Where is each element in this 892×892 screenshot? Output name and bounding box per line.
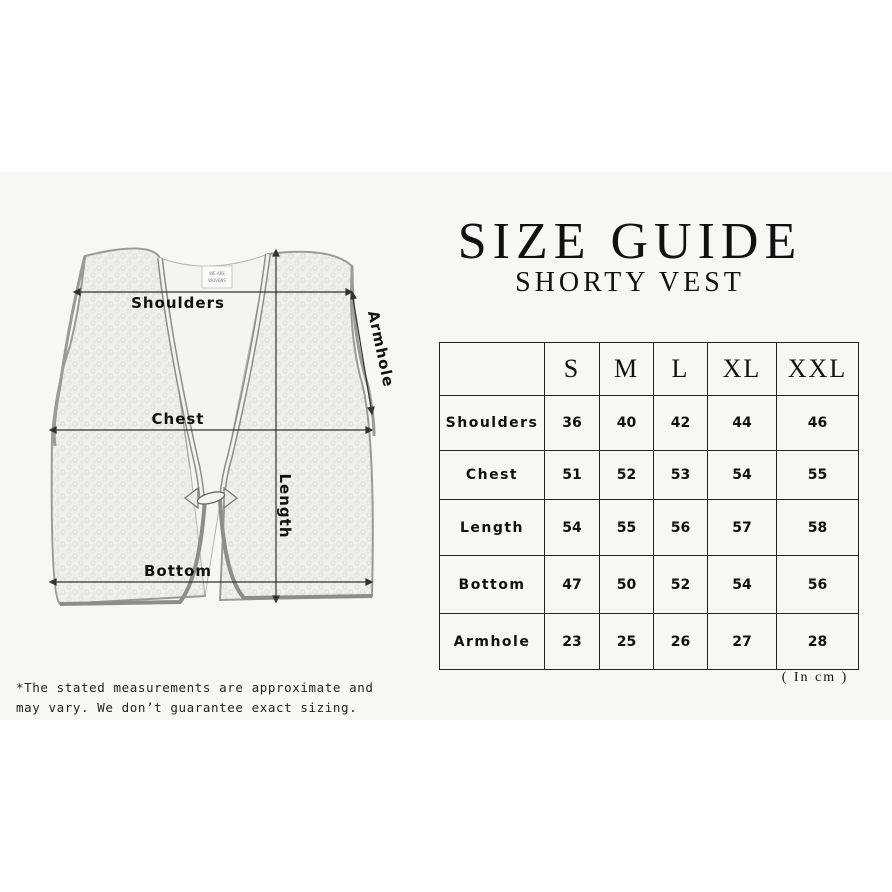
size-header-s: S [545, 343, 600, 396]
row-label-chest: Chest [440, 451, 545, 500]
size-header-l: L [654, 343, 708, 396]
cell-value: 25 [600, 614, 654, 670]
vest-illustration [30, 236, 410, 626]
size-header-m: M [600, 343, 654, 396]
row-label-bottom: Bottom [440, 556, 545, 614]
cell-value: 23 [545, 614, 600, 670]
chest-label: Chest [151, 410, 205, 428]
cell-value: 47 [545, 556, 600, 614]
cell-value: 52 [654, 556, 708, 614]
vest-tag-line1: WE ARE [209, 271, 225, 276]
disclaimer-line-2: may vary. We don’t guarantee exact sizing. [16, 700, 358, 715]
cell-value: 57 [708, 500, 777, 556]
cell-value: 58 [777, 500, 859, 556]
cell-value: 53 [654, 451, 708, 500]
table-row [440, 614, 859, 670]
cell-value: 40 [600, 396, 654, 451]
table-row [440, 451, 859, 500]
row-label-shoulders: Shoulders [440, 396, 545, 451]
table-row [440, 396, 859, 451]
vest-tag [202, 266, 232, 288]
cell-value: 56 [654, 500, 708, 556]
row-label-armhole: Armhole [440, 614, 545, 670]
disclaimer-line-1: *The stated measurements are approximate and [16, 680, 374, 695]
cell-value: 55 [600, 500, 654, 556]
cell-value: 28 [777, 614, 859, 670]
length-label: Length [276, 473, 294, 539]
cell-value: 51 [545, 451, 600, 500]
cell-value: 36 [545, 396, 600, 451]
armhole-label: Armhole [363, 308, 398, 389]
size-header-row [440, 343, 859, 396]
size-table [439, 342, 859, 670]
shoulders-label: Shoulders [131, 294, 225, 312]
cell-value: 52 [600, 451, 654, 500]
disclaimer [16, 678, 426, 718]
cell-value: 46 [777, 396, 859, 451]
cell-value: 56 [777, 556, 859, 614]
page-title: SIZE GUIDE [457, 213, 803, 270]
page-subtitle: SHORTY VEST [515, 267, 745, 298]
header-corner-cell [440, 343, 545, 396]
vest-tag-line2: WOVENS [208, 278, 226, 283]
table-row [440, 556, 859, 614]
cell-value: 44 [708, 396, 777, 451]
size-header-xxl: XXL [777, 343, 859, 396]
cell-value: 55 [777, 451, 859, 500]
size-header-xl: XL [708, 343, 777, 396]
table-row [440, 500, 859, 556]
bottom-label: Bottom [143, 562, 213, 580]
cell-value: 42 [654, 396, 708, 451]
cell-value: 50 [600, 556, 654, 614]
cell-value: 54 [708, 556, 777, 614]
row-label-length: Length [440, 500, 545, 556]
unit-note: ( In cm ) [781, 670, 849, 685]
cell-value: 54 [708, 451, 777, 500]
cell-value: 27 [708, 614, 777, 670]
cell-value: 54 [545, 500, 600, 556]
cell-value: 26 [654, 614, 708, 670]
